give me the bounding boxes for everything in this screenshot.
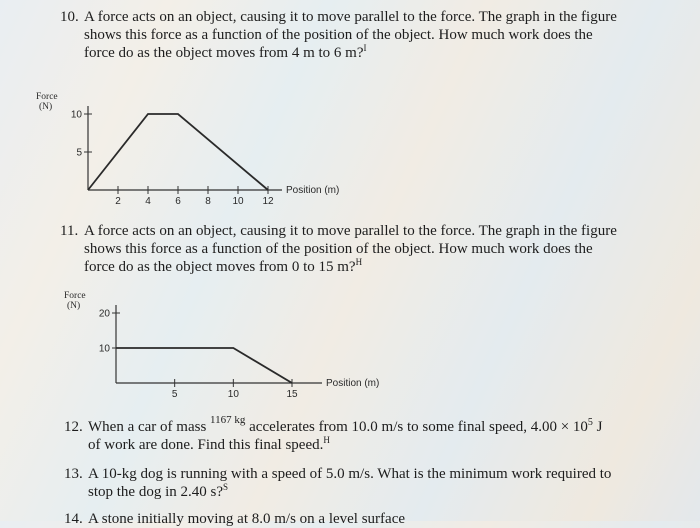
- graph1-x-tick-label: 4: [145, 196, 151, 207]
- graph1-x-tick-label: 2: [115, 196, 121, 207]
- graph2-x-tick-label: 5: [171, 389, 178, 400]
- graph2-x-axis-label: Position (m): [326, 378, 380, 389]
- graph2-series-line: [116, 348, 292, 383]
- question-number: 13.: [64, 466, 83, 482]
- graph1-x-tick-label: 12: [262, 196, 274, 207]
- graph1-ylabel: Force (N): [36, 92, 58, 112]
- question-text-line: stop the dog in 2.40 s?$^S$: [88, 482, 229, 500]
- question-text-line: A force acts on an object, causing it to move parallel to the force. The graph in the figure: [84, 9, 617, 25]
- difficulty-tag: H: [355, 257, 363, 267]
- graph2-ylabel: Force (N): [64, 291, 86, 311]
- question-text-line: A 10-kg dog is running with a speed of 5.0 m/s. What is the minimum work required to: [88, 466, 612, 482]
- graph1-x-tick-label: 6: [175, 196, 181, 207]
- question-number: 14.: [64, 511, 83, 527]
- graph1-y-tick-label: 10: [70, 109, 82, 121]
- difficulty-tag: I: [363, 43, 367, 53]
- question-text-line: shows this force as a function of the position of the object. How much work does the: [84, 241, 593, 257]
- question-number: 10.: [60, 9, 79, 25]
- graph2-x-tick-label: 10: [227, 389, 239, 400]
- question-number: 12.: [64, 419, 83, 435]
- graph1-x-axis-label: Position (m): [286, 185, 340, 196]
- graph2-x-tick-label: 15: [286, 389, 298, 400]
- question-text-line: force do as the object moves from 0 to 15 m?$^H$: [84, 257, 363, 275]
- difficulty-tag: H: [323, 435, 330, 445]
- question-text-line: When a car of mass $^{1167 kg}$ accelerates from 10.0 m/s to some final speed, $4.00 \times 10^5$ J: [88, 414, 603, 435]
- graph1-series-line: [88, 114, 268, 190]
- question-text-line: A force acts on an object, causing it to move parallel to the force. The graph in the figure: [84, 223, 617, 239]
- question-number: 11.: [60, 223, 79, 239]
- difficulty-tag: S: [223, 482, 229, 492]
- question-text-line: force do as the object moves from 4 m to 6 m?$^I$: [84, 43, 367, 61]
- graph1-y-tick-label: 5: [76, 147, 82, 159]
- question-text-line: shows this force as a function of the position of the object. How much work does the: [84, 27, 593, 43]
- graph2-y-tick-label: 20: [98, 308, 110, 320]
- graph1-x-tick-label: 10: [232, 196, 244, 207]
- question-text-line: of work are done. Find this final speed.$^H$: [88, 435, 330, 453]
- mass-value: 1167 kg: [210, 414, 246, 426]
- graph1-x-tick-label: 8: [205, 196, 211, 207]
- question-text-line: A stone initially moving at 8.0 m/s on a level surface: [88, 511, 406, 527]
- graph2-y-tick-label: 10: [98, 343, 110, 355]
